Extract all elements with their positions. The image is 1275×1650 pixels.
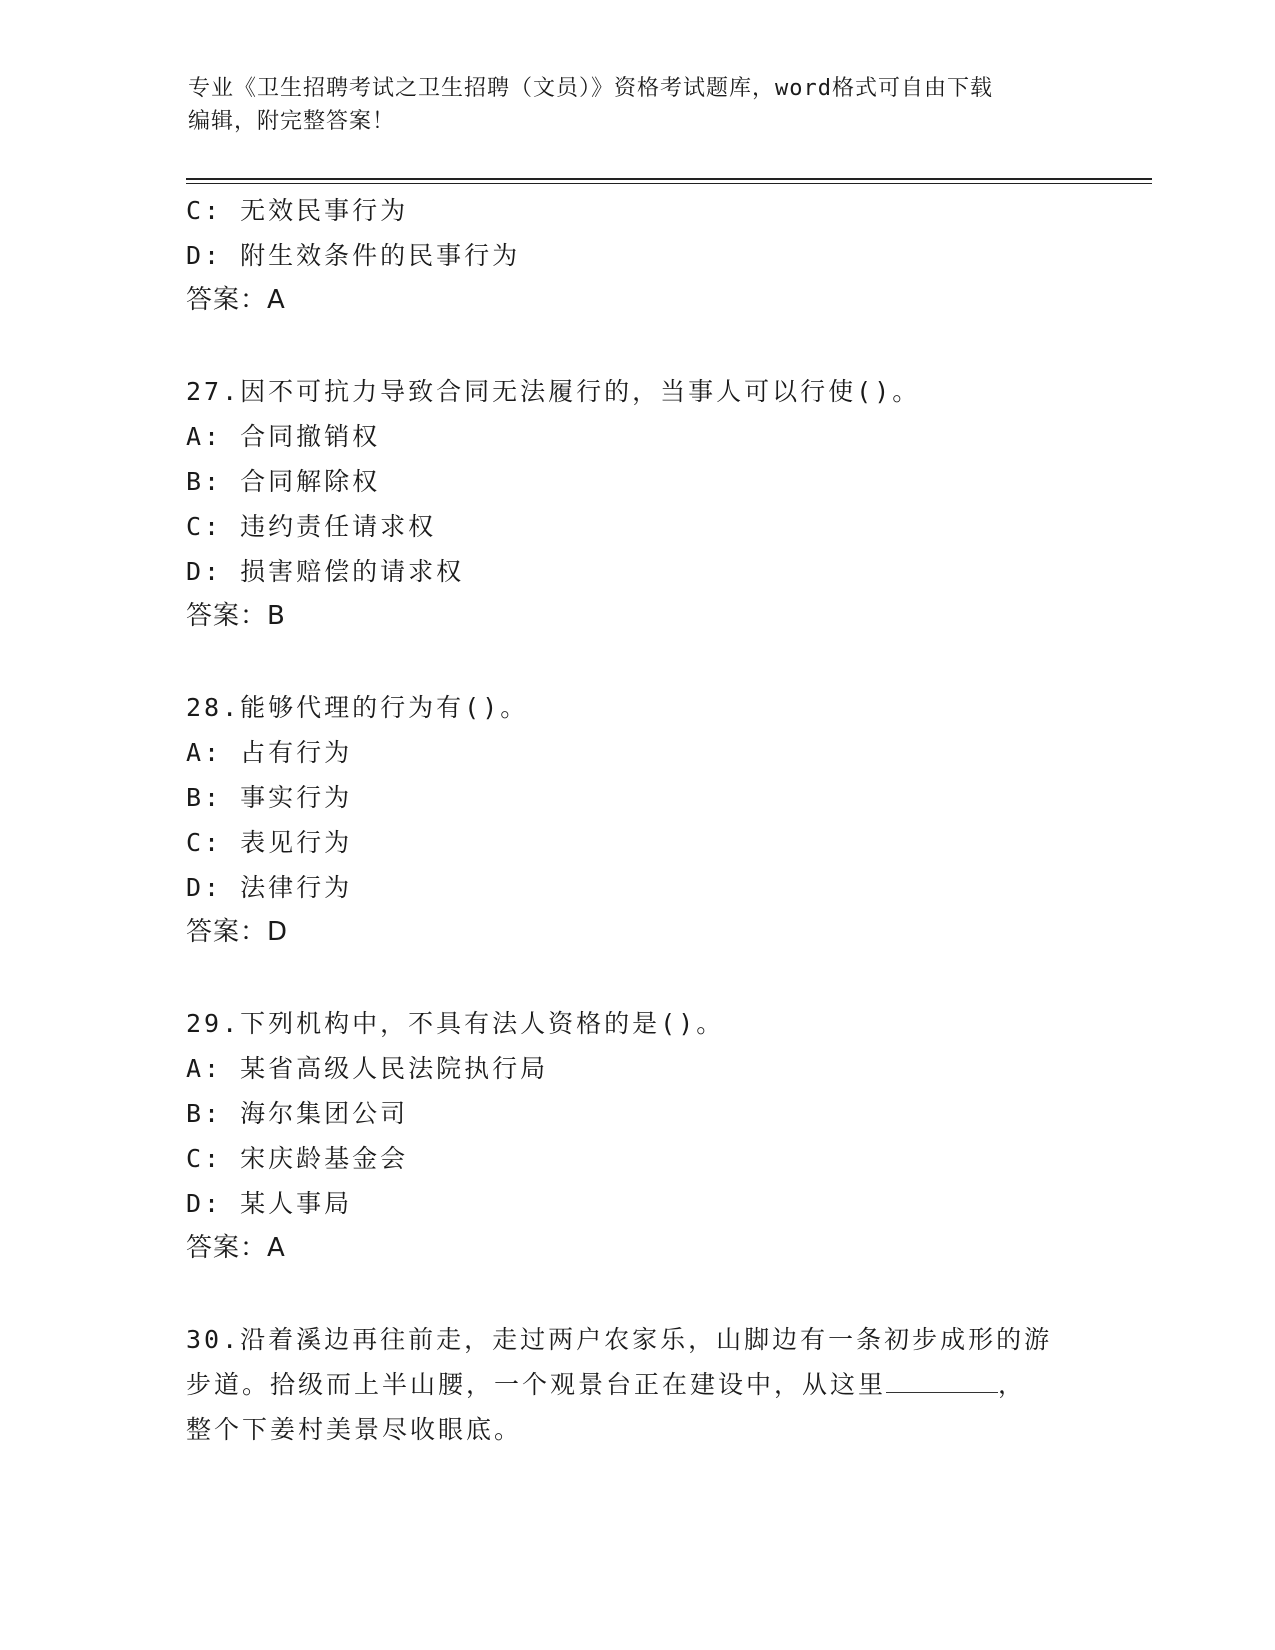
question-29	[186, 1001, 1086, 1271]
question-stem-line-3: 整个下姜村美景尽收眼底。	[186, 1415, 523, 1444]
option-a: A: 占有行为	[186, 738, 353, 767]
option-b: B: 合同解除权	[186, 467, 381, 496]
question-stem: 28.能够代理的行为有()。	[186, 693, 529, 722]
option-b: B: 事实行为	[186, 783, 353, 812]
option-d: D: 损害赔偿的请求权	[186, 557, 465, 586]
document-header	[188, 72, 1068, 138]
option-c: C: 无效民事行为	[186, 196, 409, 225]
question-stem: 27.因不可抗力导致合同无法履行的，当事人可以行使()。	[186, 377, 921, 406]
stem-text: 步道。拾级而上半山腰，一个观景台正在建设中，从这里	[186, 1370, 887, 1399]
question-27	[186, 369, 1086, 639]
stem-text: ，	[998, 1370, 1027, 1399]
option-c: C: 宋庆龄基金会	[186, 1144, 409, 1173]
question-content	[186, 188, 1086, 1452]
question-stem-line-1: 30.沿着溪边再往前走，走过两户农家乐，山脚边有一条初步成形的游	[186, 1325, 1053, 1354]
fill-in-blank	[886, 1370, 998, 1393]
previous-question-tail	[186, 188, 1086, 323]
header-divider	[186, 178, 1152, 184]
answer-line: 答案：B	[186, 601, 286, 631]
option-c: C: 违约责任请求权	[186, 512, 437, 541]
option-a: A: 合同撤销权	[186, 422, 381, 451]
question-stem: 29.下列机构中，不具有法人资格的是()。	[186, 1009, 725, 1038]
option-d: D: 附生效条件的民事行为	[186, 241, 521, 270]
header-line-1: 专业《卫生招聘考试之卫生招聘（文员）》资格考试题库，word格式可自由下载	[188, 76, 993, 101]
answer-line: 答案：D	[186, 917, 289, 947]
option-b: B: 海尔集团公司	[186, 1099, 409, 1128]
answer-line: 答案：A	[186, 285, 286, 315]
question-stem-line-2	[186, 1362, 1086, 1407]
option-c: C: 表见行为	[186, 828, 353, 857]
answer-line: 答案：A	[186, 1233, 286, 1263]
option-a: A: 某省高级人民法院执行局	[186, 1054, 549, 1083]
question-30	[186, 1317, 1086, 1452]
question-28	[186, 685, 1086, 955]
header-line-2: 编辑，附完整答案！	[188, 109, 396, 134]
option-d: D: 法律行为	[186, 873, 353, 902]
option-d: D: 某人事局	[186, 1189, 353, 1218]
